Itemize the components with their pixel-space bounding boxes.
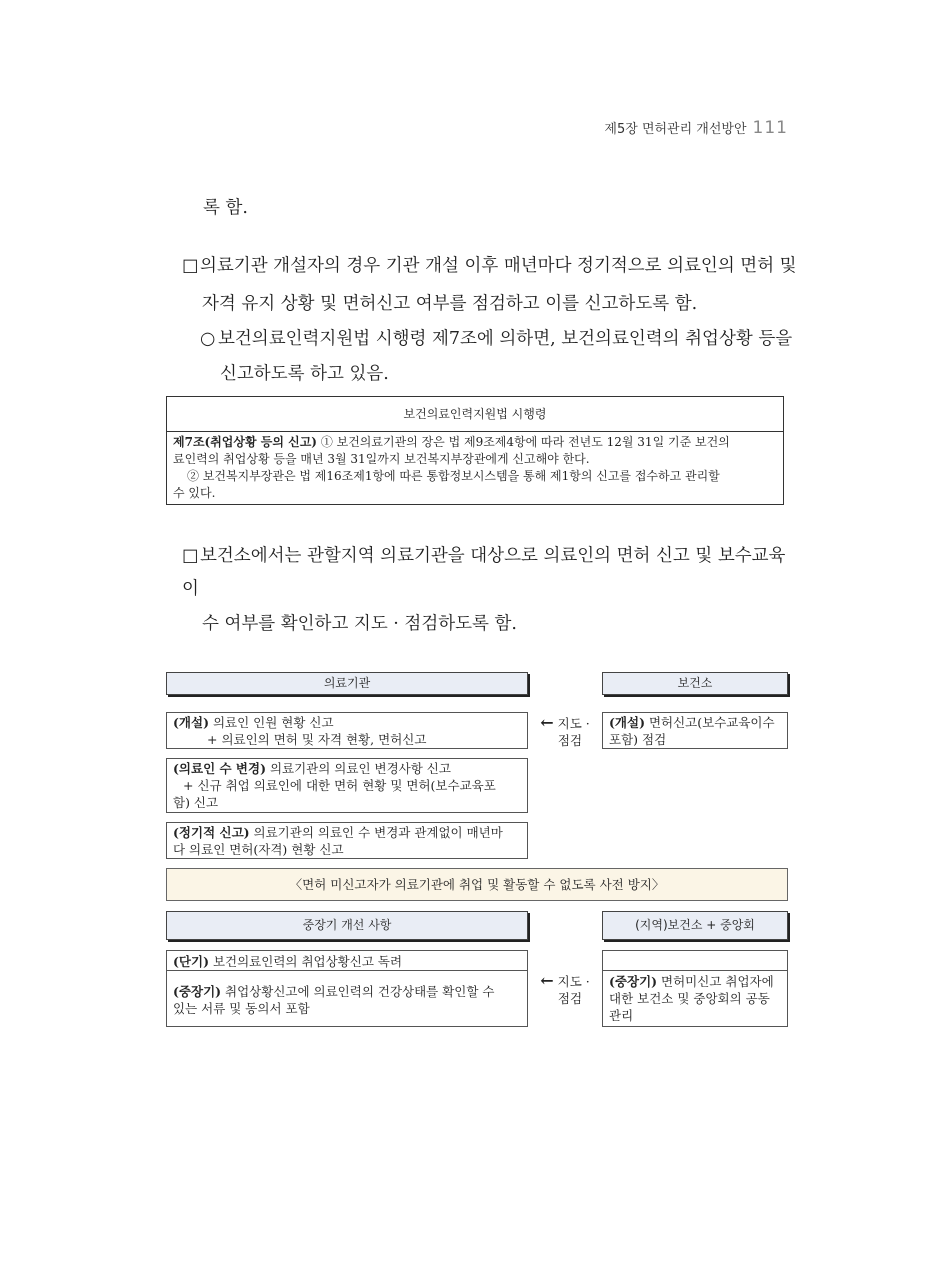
square-bullet-icon: □ bbox=[182, 256, 199, 276]
arrow-label: 점검 bbox=[557, 733, 583, 748]
box-label: (단기) bbox=[173, 954, 209, 969]
box-text: 면허미신고 취업자에 bbox=[657, 974, 774, 989]
bullet-line: 보건소에서는 관할지역 의료기관을 대상으로 의료인의 면허 신고 및 보수교육 이 bbox=[182, 546, 786, 599]
diagram-box-right-longterm bbox=[602, 950, 788, 1027]
bullet-line: 자격 유지 상황 및 면허신고 여부를 점검하고 이를 신고하도록 함. bbox=[202, 294, 698, 314]
box-label: (중장기) bbox=[173, 984, 222, 999]
sub-bullet-line: 보건의료인력지원법 시행령 제7조에 의하면, 보건의료인력의 취업상황 등을 bbox=[218, 329, 793, 349]
arrow-guidance-2 bbox=[534, 972, 596, 1007]
arrow-label: 지도 · bbox=[557, 974, 590, 989]
sub-bullet-line: 신고하도록 하고 있음. bbox=[220, 364, 389, 384]
box-text: 의료인 인원 현황 신고 bbox=[208, 715, 334, 730]
box-text: 대한 보건소 및 중앙회의 공동 bbox=[609, 991, 770, 1006]
law-box-title: 보건의료인력지원법 시행령 bbox=[167, 397, 783, 432]
box-text: + 신규 취업 의료인에 대한 면허 현황 및 면허(보수교육포 bbox=[183, 778, 496, 793]
law-box-content bbox=[167, 432, 783, 504]
long-term-row bbox=[167, 971, 527, 1019]
box-text: 함) 신고 bbox=[173, 795, 219, 810]
law-text: 수 있다. bbox=[173, 486, 216, 500]
empty-row bbox=[603, 951, 787, 971]
box-text: 보건의료인력의 취업상황신고 독려 bbox=[208, 954, 403, 969]
arrow-left-icon: ← bbox=[540, 713, 554, 732]
bullet-line: 의료기관 개설자의 경우 기관 개설 이후 매년마다 정기적으로 의료인의 면허 및 bbox=[200, 256, 797, 276]
diagram-box-opening bbox=[166, 712, 528, 749]
law-text: 료인력의 취업상황 등을 매년 3월 31일까지 보건복지부장관에게 신고해야 한다. bbox=[173, 452, 590, 466]
article-heading: 제7조(취업상황 등의 신고) bbox=[173, 435, 317, 449]
law-excerpt-box bbox=[166, 396, 784, 505]
bullet-item-2 bbox=[182, 540, 802, 641]
diagram-header-health-center: 보건소 bbox=[602, 672, 788, 695]
box-label: (개설) bbox=[609, 715, 645, 730]
box-text: 관리 bbox=[609, 1008, 634, 1023]
short-term-row bbox=[167, 951, 527, 971]
arrow-label: 점검 bbox=[557, 991, 583, 1006]
diagram-box-regular-report bbox=[166, 822, 528, 859]
box-text: 포함) 점검 bbox=[609, 732, 667, 747]
square-bullet-icon: □ bbox=[182, 546, 199, 566]
box-label: (정기적 신고) bbox=[173, 825, 250, 840]
law-text: ② 보건복지부장관은 법 제16조제1항에 따른 통합정보시스템을 통해 제1항의 신고를 접수하고 관리할 bbox=[187, 469, 720, 483]
paragraph-continuation: 록 함. bbox=[203, 198, 248, 218]
chapter-title: 제5장 면허관리 개선방안 bbox=[604, 122, 747, 137]
diagram-box-right-opening bbox=[602, 712, 788, 749]
page-number: 111 bbox=[752, 118, 788, 138]
diagram-box-improvements bbox=[166, 950, 528, 1027]
diagram-banner: 〈면허 미신고자가 의료기관에 취업 및 활동할 수 없도록 사전 방지〉 bbox=[166, 868, 788, 901]
box-text: 다 의료인 면허(자격) 현황 신고 bbox=[173, 842, 344, 857]
diagram-header-improvements: 중장기 개선 사항 bbox=[166, 911, 528, 940]
arrow-left-icon: ← bbox=[540, 971, 554, 990]
box-text: 의료기관의 의료인 변경사항 신고 bbox=[265, 761, 451, 776]
box-text: 의료기관의 의료인 수 변경과 관계없이 매년마 bbox=[249, 825, 503, 840]
box-label: (개설) bbox=[173, 715, 209, 730]
circle-bullet-icon: ○ bbox=[200, 329, 216, 349]
arrow-label: 지도 · bbox=[557, 716, 590, 731]
box-text: 있는 서류 및 동의서 포함 bbox=[173, 1001, 310, 1016]
joint-management-row bbox=[603, 971, 787, 1026]
law-text: ① 보건의료기관의 장은 법 제9조제4항에 따라 전년도 12월 31일 기준 보건의 bbox=[320, 435, 730, 449]
sub-bullet-item bbox=[200, 323, 800, 391]
box-label: (의료인 수 변경) bbox=[173, 761, 266, 776]
diagram-box-staff-change bbox=[166, 758, 528, 813]
running-header bbox=[604, 118, 788, 138]
box-label: (중장기) bbox=[609, 974, 658, 989]
diagram-header-regional: (지역)보건소 + 중앙회 bbox=[602, 911, 788, 940]
box-text: + 의료인의 면허 및 자격 현황, 면허신고 bbox=[207, 732, 427, 747]
bullet-line: 수 여부를 확인하고 지도 · 점검하도록 함. bbox=[202, 614, 517, 634]
arrow-guidance-1 bbox=[534, 714, 596, 749]
box-text: 면허신고(보수교육이수 bbox=[644, 715, 775, 730]
box-text: 취업상황신고에 의료인력의 건강상태를 확인할 수 bbox=[221, 984, 495, 999]
bullet-item-1 bbox=[182, 250, 802, 321]
diagram-header-medical-institution: 의료기관 bbox=[166, 672, 528, 695]
